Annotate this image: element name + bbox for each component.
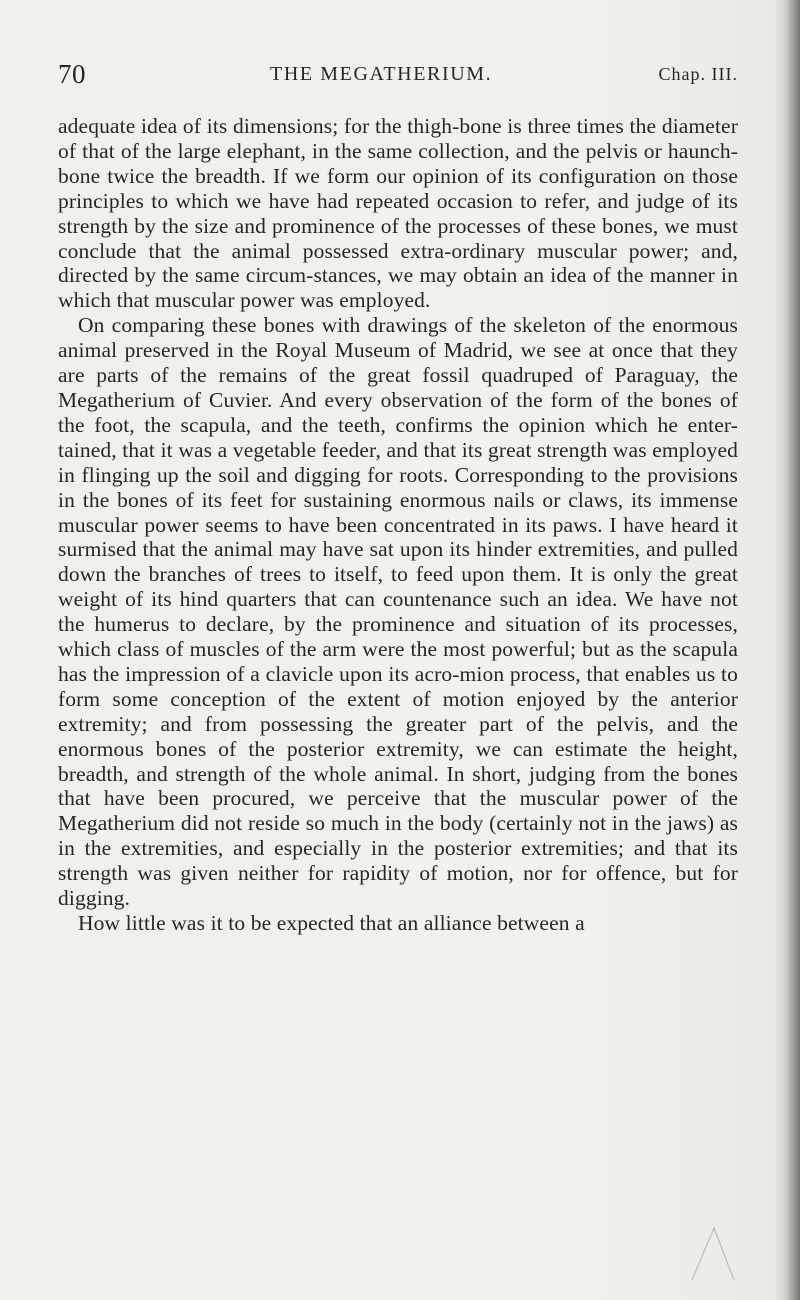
paragraph: adequate idea of its dimensions; for the thigh-bone is three times the diameter of that of the large elephant, in the same collection, and the pelvis or haunch-bone twice the breadth. If we form our opinion of its configuration on those principles to which we have had repeated occasion to refer, and judge of its strength by the size and prominence of the processes of these bones, we must conclude that the animal possessed extra-ordinary muscular power; and, directed by the same circum-stances, we may obtain an idea of the manner in which that muscular power was employed. bbox=[58, 114, 738, 313]
paragraph: How little was it to be expected that an alliance between a bbox=[78, 911, 585, 935]
chapter-label: Chap. III. bbox=[658, 64, 738, 84]
paragraph: On comparing these bones with drawings of the skeleton of the enormous animal preserved in the Royal Museum of Madrid, we see at once that they are parts of the remains of the great fossil quadruped of Paraguay, the Megatherium of Cuvier. And every observation of the form of the bones of the foot, the scapula, and the teeth, confirms the opinion which he enter-tained, that it was a vegetable feeder, and that its great strength was employed in flinging up the soil and digging for roots. Corresponding to the provisions in the bones of its feet for sustaining enormous nails or claws, its immense muscular power seems to have been concentrated in its paws. I have heard it surmised that the animal may have sat upon its hinder extremities, and pulled down the branches of trees to itself, to feed upon them. It is only the great weight of its hind quarters that can countenance such an idea. We have not the humerus to declare, by the prominence and situation of its processes, which class of muscles of the arm were the most powerful; but as the scapula has the impression of a clavicle upon its acro-mion process, that enables us to form some conception of the extent of motion enjoyed by the anterior extremity; and from possessing the greater part of the pelvis, and the enormous bones of the posterior extremity, we can estimate the height, breadth, and strength of the whole animal. In short, judging from the bones that have been procured, we perceive that the muscular power of the Megatherium did not reside so much in the body (certainly not in the jaws) as in the extremities, and especially in the posterior extremities; and that its strength was given neither for rapidity of motion, nor for offence, but for digging. bbox=[58, 313, 738, 911]
page-header bbox=[58, 58, 738, 90]
page-number: 70 bbox=[58, 59, 86, 89]
page-edge-shadow bbox=[774, 0, 800, 1300]
margin-pencil-mark bbox=[688, 1222, 738, 1282]
body-text bbox=[58, 114, 738, 936]
running-title: THE MEGATHERIUM. bbox=[270, 63, 493, 85]
